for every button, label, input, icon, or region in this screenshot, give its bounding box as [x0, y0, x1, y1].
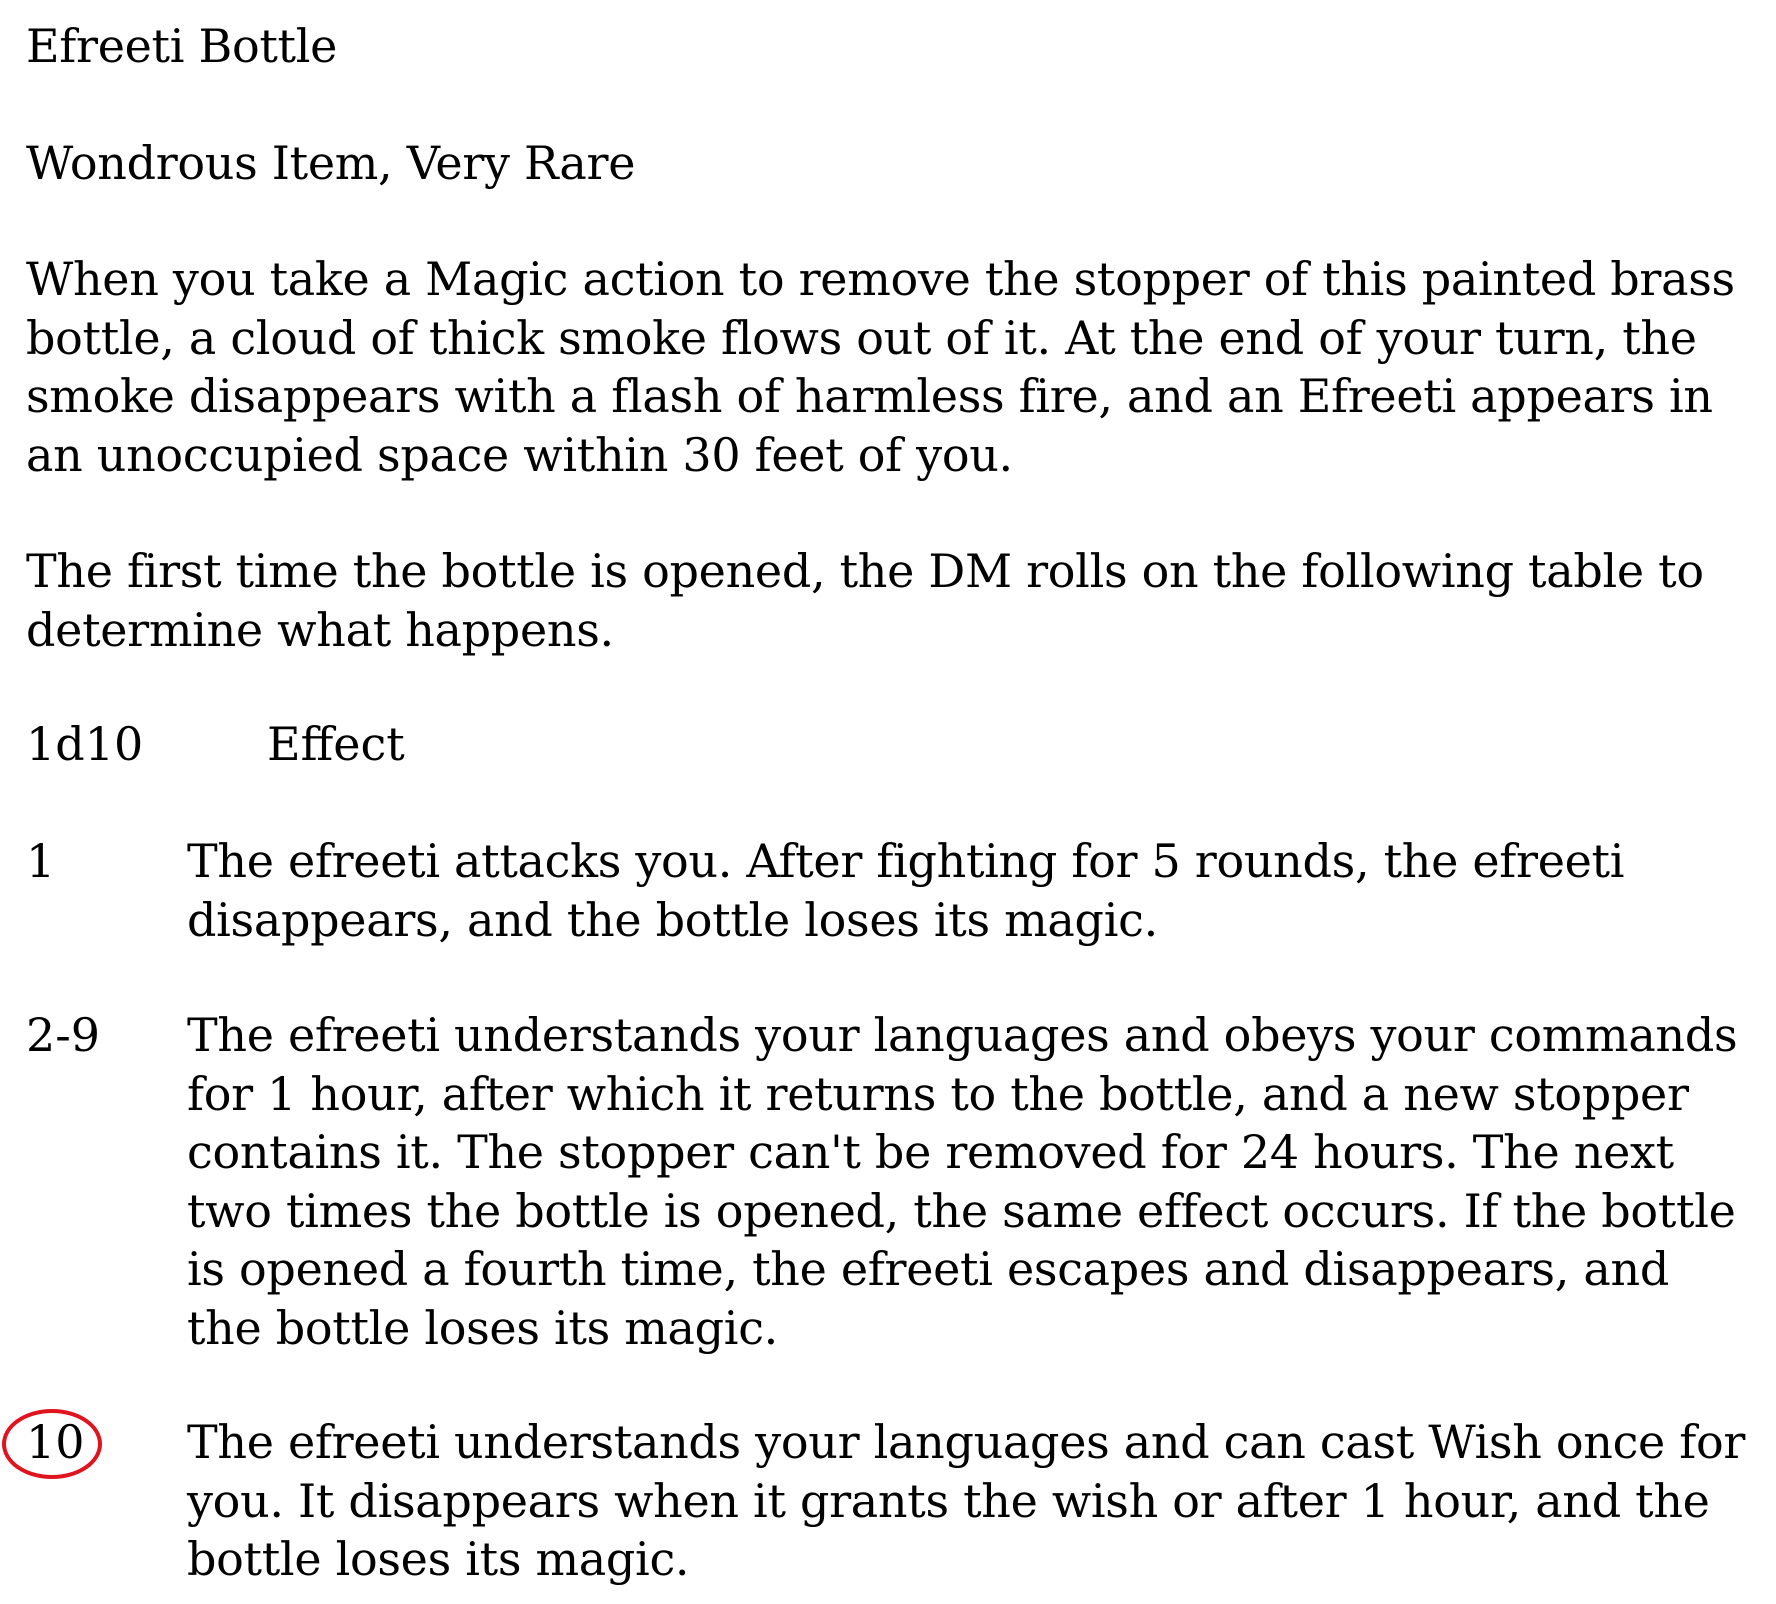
- item-type: Wondrous Item, Very Rare: [26, 136, 636, 190]
- table-header-effect: Effect: [267, 717, 405, 771]
- table-row-roll: 1: [26, 834, 56, 888]
- table-row-roll-highlighted: 10: [26, 1415, 85, 1469]
- table-intro: The first time the bottle is opened, the DM rolls on the following table to determine what happens.: [26, 544, 1704, 657]
- table-row-effect: The efreeti attacks you. After fighting for 5 rounds, the efreeti disappears, and the bottle loses its magic.: [187, 834, 1625, 947]
- item-description: When you take a Magic action to remove the stopper of this painted brass bottle, a cloud of thick smoke flows out of it. At the end of your turn, the smoke disappears with a flash of harmless fire, and an Efreeti appears in an unoccupied space within 30 feet of you.: [26, 252, 1735, 482]
- table-row-effect: The efreeti understands your languages and can cast Wish once for you. It disappears when it grants the wish or after 1 hour, and the bottle loses its magic.: [187, 1415, 1746, 1586]
- table-row-effect: The efreeti understands your languages and obeys your commands for 1 hour, after which it returns to the bottle, and a new stopper contains it. The stopper can't be removed for 24 hours. The next two times the bottle is opened, the same effect occurs. If the bottle is opened a fourth time, the efreeti escapes and disappears, and the bottle loses its magic.: [187, 1008, 1738, 1355]
- table-row-roll: 2-9: [26, 1008, 101, 1062]
- table-header-roll: 1d10: [26, 717, 144, 771]
- item-name: Efreeti Bottle: [26, 19, 338, 73]
